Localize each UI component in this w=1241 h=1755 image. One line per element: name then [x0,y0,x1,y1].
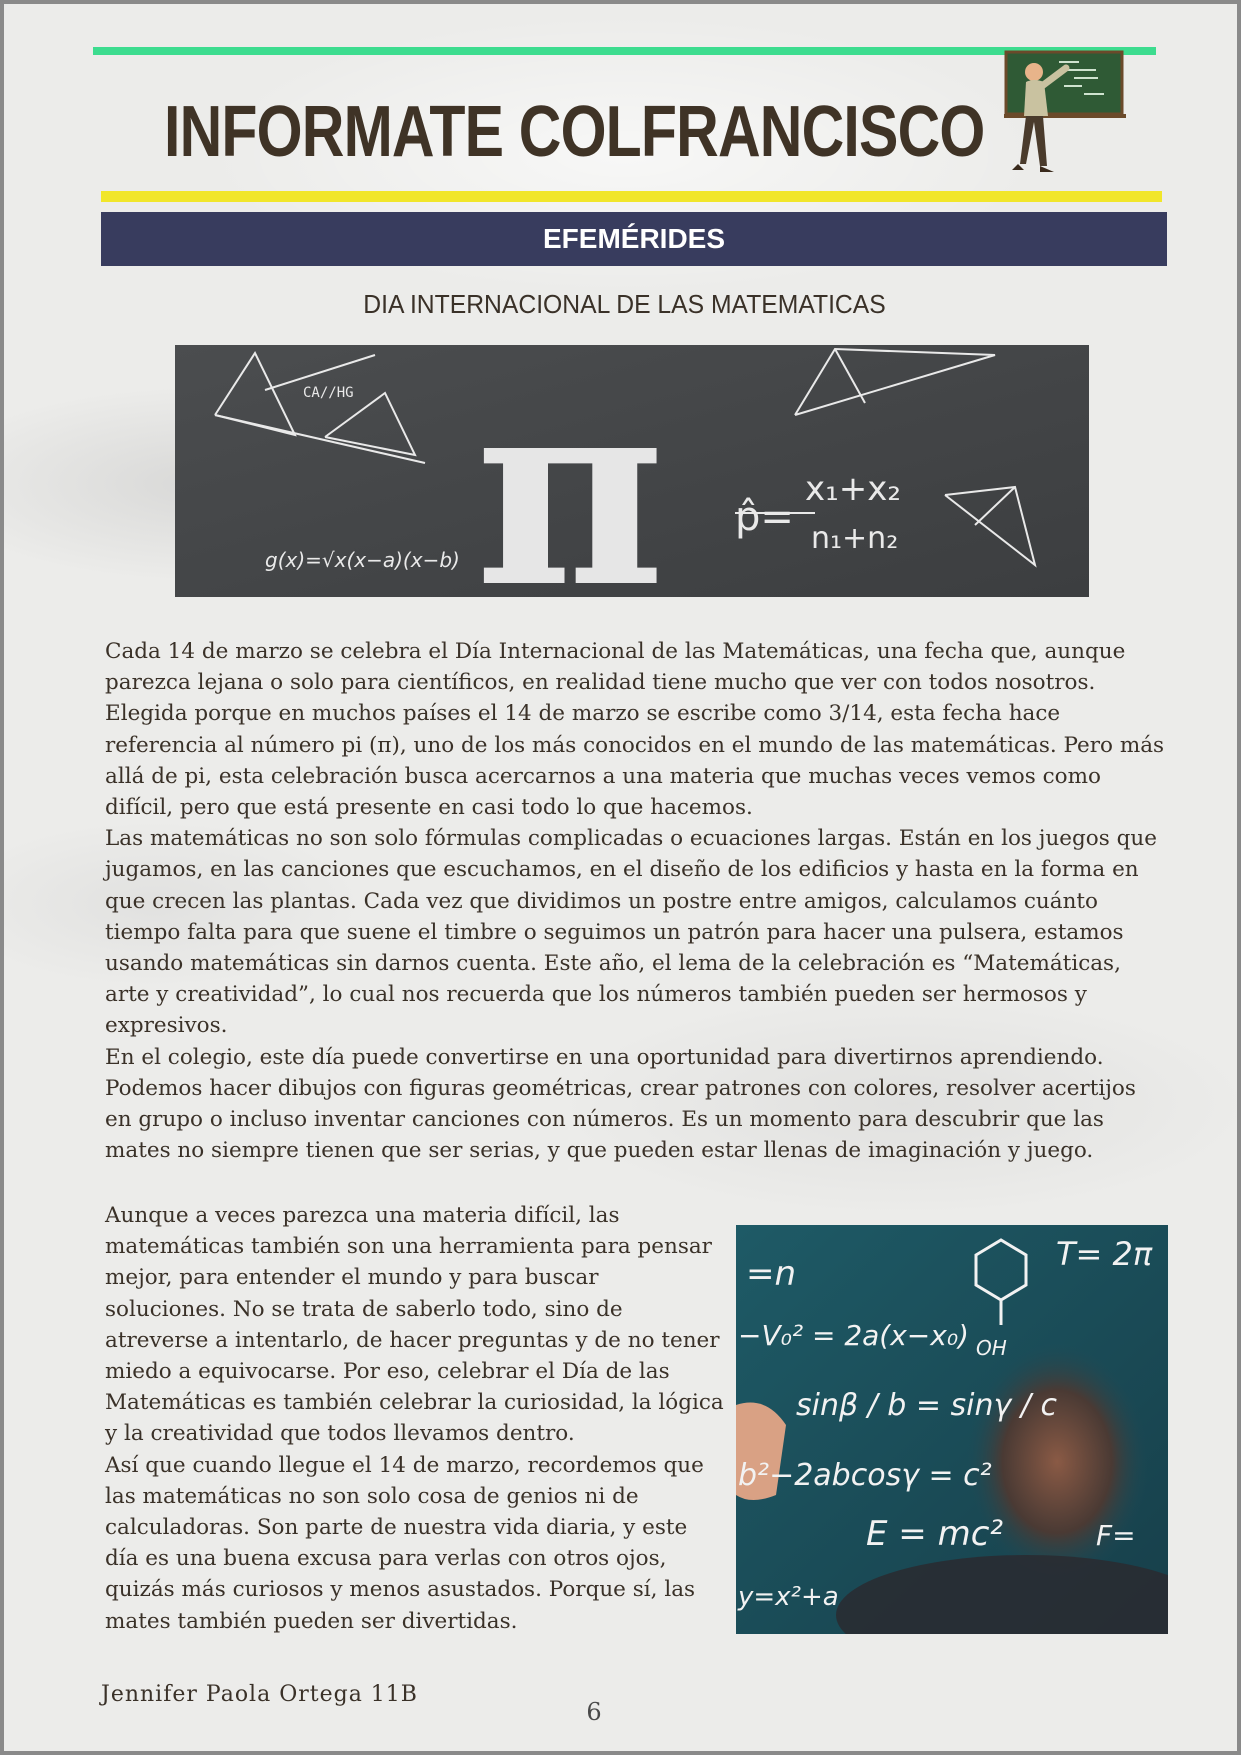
paragraph-1: Cada 14 de marzo se celebra el Día Internacional de las Matemáticas, una fecha que, aunque parezca lejana o solo para científicos, en realidad tiene mucho que ver con todos nosotros. Elegida porque en muchos países el 14 de marzo se escribe como 3/14, esta fecha hace referencia al número pi (π), uno de los más conocidos en el mundo de las matemáticas. Pero más allá de pi, esta celebración busca acercarnos a una materia que muchas veces vemos como difícil, pero que está presente en casi todo lo que hacemos. [105,639,1165,821]
photo-formula-2: −V₀² = 2a(x−x₀) [738,1319,969,1352]
math-student-photo [736,1225,1168,1634]
board-numerator: x₁+x₂ [805,469,901,509]
article-body-narrow [105,1200,725,1637]
pi-symbol: π [475,345,666,597]
paragraph-2: Las matemáticas no son solo fórmulas complicadas o ecuaciones largas. Están en los juegos que jugamos, en las canciones que escuchamos, en el diseño de los edificios y hasta en la forma en que crecen las plantas. Cada vez que dividimos un postre entre amigos, calculamos cuánto tiempo falta para que suene el timbre o seguimos un patrón para hacer una pulsera, estamos usando matemáticas sin darnos cuenta. Este año, el lema de la celebración es “Matemáticas, arte y creatividad”, lo cual nos recuerda que los números también pueden ser hermosos y expresivos. [105,826,1157,1039]
board-note: CA//HG [303,385,354,401]
photo-formula-8: OH [976,1336,1007,1360]
article-title: DIA INTERNACIONAL DE LAS MATEMATICAS [363,289,886,319]
author-name: Jennifer Paola Ortega 11B [101,1682,418,1707]
teacher-at-blackboard-icon [1004,50,1126,186]
photo-formula-7: T= 2π [1056,1235,1153,1273]
yellow-rule [101,191,1162,202]
board-denominator: n₁+n₂ [811,521,899,556]
page-number: 6 [586,1698,602,1726]
section-banner: EFEMÉRIDES [101,212,1167,266]
photo-formula-5: E = mc² [866,1514,1004,1554]
masthead-title: INFORMATE COLFRANCISCO [164,92,985,172]
paragraph-4: Aunque a veces parezca una materia difícil, las matemáticas también son una herramienta para pensar mejor, para entender el mundo y para buscar soluciones. No se trata de saberlo todo, sino de atreverse a intentarlo, de hacer preguntas y de no tener miedo a equivocarse. Por eso, celebrar el Día de las Matemáticas es también celebrar la curiosidad, la lógica y la creatividad que todos llevamos dentro. [105,1203,724,1447]
paragraph-3: En el colegio, este día puede convertirse en una oportunidad para divertirnos aprendiendo. Podemos hacer dibujos con figuras geométricas, crear patrones con colores, resolver acertijos en grupo o incluso inventar canciones con números. Es un momento para descubrir que las mates no siempre tienen que ser serias, y que pueden estar llenas de imaginación y juego. [105,1044,1136,1164]
photo-formula-4: b²−2abcosγ = c² [738,1458,992,1493]
photo-formula-3: sinβ / b = sinγ / c [796,1388,1057,1423]
green-rule [93,47,1156,55]
board-g-formula: g(x)=√x(x−a)(x−b) [265,548,460,572]
article-body-wide [105,636,1165,1166]
photo-formula-1: =n [746,1254,797,1294]
photo-formula-6: y=x²+a [738,1582,839,1612]
paragraph-5: Así que cuando llegue el 14 de marzo, recordemos que las matemáticas no son solo cosa de genios ni de calculadoras. Son parte de nuestra vida diaria, y este día es una buena excusa para verlas con otros ojos, quizás más curiosos y menos asustados. Porque sí, las mates también pueden ser divertidas. [105,1452,704,1634]
board-p-hat: p̂= [735,494,794,540]
photo-formula-9: F= [1096,1519,1136,1552]
pi-chalkboard-image [175,345,1089,597]
